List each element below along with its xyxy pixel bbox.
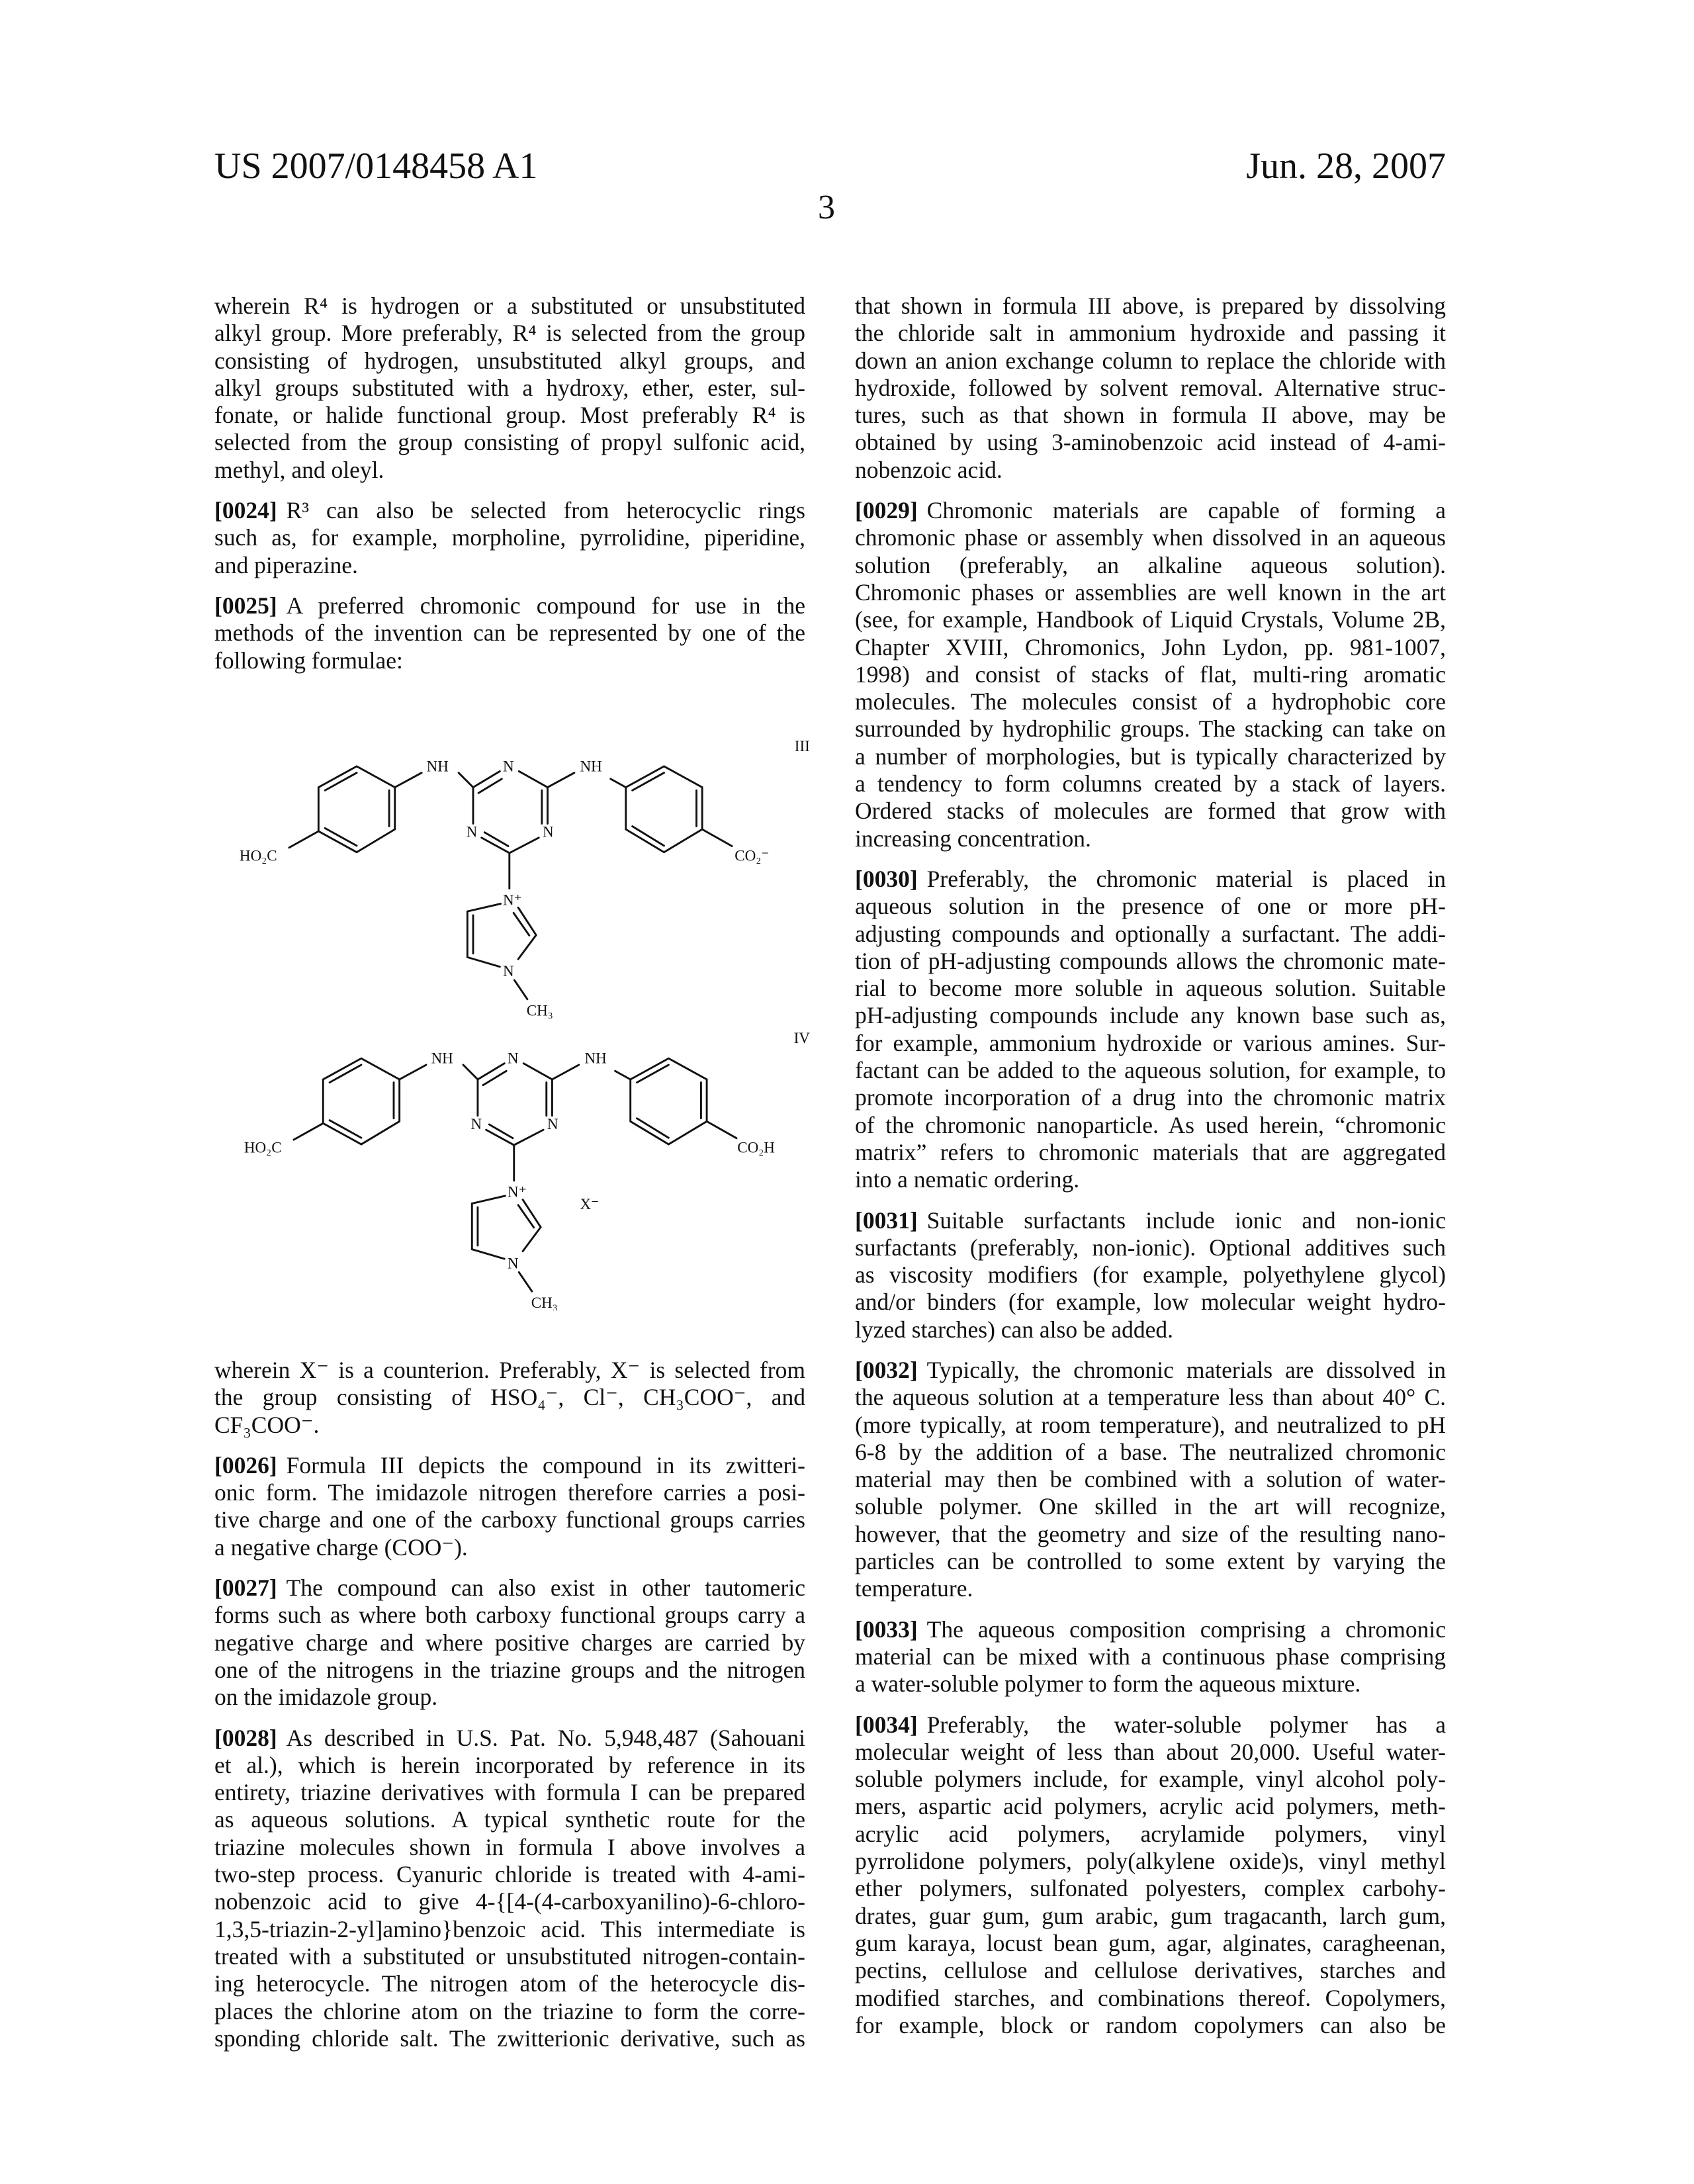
line-text: mers, aspartic acid polymers, acrylic acid polymers, meth- [855,1793,1446,1819]
left-column-top [214,293,805,688]
line-text: matrix” refers to chromonic materials that are aggregated [855,1139,1446,1165]
line-text: et al.), which is herein incorporated by reference in its [214,1752,805,1778]
text-line [855,293,1446,320]
text-line [855,1084,1446,1111]
paragraph-0032 [855,1357,1446,1603]
line-text: tion of pH-adjusting compounds allows the chromonic mate- [855,948,1446,974]
line-text: (more typically, at room temperature), and neutralized to pH [855,1412,1446,1438]
paragraph-0030 [855,866,1446,1194]
text-line [855,1739,1446,1766]
line-text: pectins, cellulose and cellulose derivatives, starches and [855,1957,1446,1983]
paragraph-continued [214,1357,805,1439]
line-text: 6-8 by the addition of a base. The neutralized chromonic [855,1439,1446,1465]
line-text: rial to become more soluble in aqueous solution. Suitable [855,975,1446,1001]
text-line [214,1752,805,1779]
text-line [855,661,1446,688]
text-line [855,1711,1446,1739]
text-line [855,1548,1446,1575]
text-line [214,1534,805,1561]
line-text: acrylic acid polymers, acrylamide polymers, vinyl [855,1821,1446,1847]
paragraph-0029 [855,497,1446,852]
atom-label: N [467,823,478,841]
text-line [214,619,805,647]
text-line [214,1506,805,1533]
text-line [214,293,805,320]
line-text: onic form. The imidazole nitrogen therefore carries a posi- [214,1479,805,1506]
text-line [214,552,805,579]
counterion-label: X⁻ [580,1195,600,1212]
paragraph-0024 [214,497,805,579]
line-text: into a nematic ordering. [855,1166,1079,1193]
text-line [214,1629,805,1657]
line-text: A preferred chromonic compound for use in the [287,592,805,619]
text-line [214,1357,805,1384]
line-text: solution (preferably, an alkaline aqueous solution). [855,552,1446,578]
line-text: lyzed starches) can also be added. [855,1316,1173,1343]
line-text: following formulae: [214,647,403,674]
atom-label: N [471,1115,482,1132]
text-line [214,457,805,484]
text-line [855,1575,1446,1602]
text-line [214,1452,805,1479]
text-line [214,592,805,619]
line-text: ing heterocycle. The nitrogen atom of the heterocycle dis- [214,1970,805,1997]
atom-label: N⁺ [508,1183,527,1201]
line-text: surfactants (preferably, non-ionic). Optional additives such [855,1234,1446,1261]
line-text: tures, such as that shown in formula II above, may be [855,402,1446,428]
atom-label: HO₂C [240,846,277,864]
formula-iv [244,1029,810,1310]
atom-label: CH₃ [531,1294,558,1310]
text-line [214,1684,805,1711]
text-line [855,1289,1446,1316]
text-line [855,1985,1446,2012]
paragraph-0034 [855,1711,1446,2040]
paragraph-number: [0024] [214,497,277,523]
text-line [855,921,1446,948]
text-line [214,402,805,429]
text-line [855,770,1446,797]
line-text: as aqueous solutions. A typical synthetic route for the [214,1806,805,1833]
line-text: entirety, triazine derivatives with formula I can be prepared [214,1779,805,1805]
line-text: modified starches, and combinations thereof. Copolymers, [855,1985,1446,2011]
text-line [214,347,805,375]
line-text: adjusting compounds and optionally a surfactant. The addi- [855,921,1446,947]
line-text: hydroxide, followed by solvent removal. Alternative struc- [855,375,1446,401]
paragraph-0027 [214,1574,805,1711]
text-line [214,375,805,402]
text-line [855,1521,1446,1548]
text-line [214,1725,805,1752]
atom-label: N [547,1115,558,1132]
line-text: aqueous solution in the presence of one or more pH- [855,893,1446,919]
text-line [855,1234,1446,1261]
text-line [214,1602,805,1629]
page-number: 3 [818,187,835,229]
text-line [855,866,1446,893]
text-line [855,975,1446,1002]
line-text: nobenzoic acid to give 4-{[4-(4-carboxyanilino)-6-chloro- [214,1888,805,1915]
text-line [855,1670,1446,1698]
line-text: 1998) and consist of stacks of flat, multi-ring aromatic [855,661,1446,688]
line-text: of the chromonic nanoparticle. As used herein, “chromonic [855,1112,1446,1138]
line-text: As described in U.S. Pat. No. 5,948,487 (Sahouani [287,1725,805,1751]
text-line [855,1357,1446,1384]
line-text: alkyl groups substituted with a hydroxy, ether, ester, sul- [214,375,805,401]
chemical-formulas [225,715,821,1310]
line-text: chromonic phase or assembly when dissolved in an aqueous [855,524,1446,551]
text-line [214,1861,805,1888]
line-text: and/or binders (for example, low molecular weight hydro- [855,1289,1446,1315]
line-text: Typically, the chromonic materials are dissolved in [927,1357,1446,1383]
text-line [855,1643,1446,1670]
text-line [214,647,805,674]
paragraph-number: [0030] [855,866,918,892]
paragraph-0031 [855,1207,1446,1343]
text-line [855,524,1446,551]
publication-date: Jun. 28, 2007 [1246,145,1446,187]
line-text: forms such as where both carboxy functional groups carry a [214,1602,805,1628]
text-line [855,606,1446,633]
text-line [214,1998,805,2025]
paragraph-0026 [214,1452,805,1561]
text-line [214,320,805,347]
line-text: material may then be combined with a solution of water- [855,1466,1446,1492]
paragraph-0025 [214,592,805,674]
formula-label: IV [794,1029,811,1046]
line-text: on the imidazole group. [214,1684,437,1710]
line-text: the chloride salt in ammonium hydroxide and passing it [855,320,1446,346]
line-text: Suitable surfactants include ionic and non-ionic [927,1207,1446,1234]
text-line [855,825,1446,852]
text-line [214,1657,805,1684]
line-text: sponding chloride salt. The zwitterionic derivative, such as [214,2025,805,2052]
atom-label: NH [580,757,602,774]
text-line [855,1030,1446,1057]
line-text: methods of the invention can be represented by one of the [214,619,805,646]
text-line [855,1875,1446,1902]
atom-label: N [503,962,514,979]
line-text: Preferably, the water-soluble polymer has a [927,1711,1446,1738]
line-text: molecular weight of less than about 20,000. Useful water- [855,1739,1446,1765]
line-text: CF₃COO⁻. [214,1412,319,1438]
atom-label: NH [431,1050,453,1067]
line-text: the aqueous solution at a temperature less than about 40° C. [855,1384,1446,1410]
text-line [855,893,1446,920]
text-line [214,1970,805,1997]
line-text: molecules. The molecules consist of a hydrophobic core [855,688,1446,715]
text-line [855,1466,1446,1493]
line-text: Ordered stacks of molecules are formed that grow with [855,797,1446,824]
text-line [855,715,1446,743]
text-line [855,320,1446,347]
line-text: R³ can also be selected from heterocyclic rings [287,497,805,523]
line-text: material can be mixed with a continuous phase comprising [855,1643,1446,1670]
text-line [855,1903,1446,1930]
line-text: fonate, or halide functional group. Most preferably R⁴ is [214,402,805,428]
line-text: down an anion exchange column to replace the chloride with [855,347,1446,374]
text-line [855,1057,1446,1084]
text-line [214,1834,805,1861]
text-line [214,1806,805,1833]
line-text: for example, ammonium hydroxide or various amines. Sur- [855,1030,1446,1056]
line-text: places the chlorine atom on the triazine to form the corre- [214,1998,805,2025]
line-text: promote incorporation of a drug into the chromonic matrix [855,1084,1446,1111]
paragraph-number: [0028] [214,1725,277,1751]
text-line [855,1616,1446,1643]
paragraph-number: [0031] [855,1207,918,1234]
text-line [214,1779,805,1806]
line-text: alkyl group. More preferably, R⁴ is selected from the group [214,320,805,346]
text-line [855,402,1446,429]
text-line [214,497,805,524]
line-text: Formula III depicts the compound in its zwitteri- [287,1452,805,1479]
line-text: pH-adjusting compounds include any known base such as, [855,1002,1446,1028]
text-line [855,497,1446,524]
atom-label: CO₂H [737,1139,775,1156]
atom-label: CO₂⁻ [735,846,769,864]
text-line [855,1493,1446,1520]
publication-number: US 2007/0148458 A1 [214,145,538,187]
line-text: selected from the group consisting of propyl sulfonic acid, [214,429,805,455]
line-text: a number of morphologies, but is typically characterized by [855,743,1446,770]
line-text: triazine molecules shown in formula I above involves a [214,1834,805,1860]
paragraph-0033 [855,1616,1446,1698]
text-line [214,1574,805,1602]
line-text: soluble polymer. One skilled in the art will recognize, [855,1493,1446,1520]
atom-label: NH [584,1050,606,1067]
paragraph-number: [0033] [855,1616,918,1643]
paragraph-number: [0032] [855,1357,918,1383]
text-line [214,429,805,456]
text-line [855,1930,1446,1957]
text-line [855,1166,1446,1193]
line-text: soluble polymers include, for example, vinyl alcohol poly- [855,1766,1446,1792]
paragraph-0028 [214,1725,805,2053]
text-line [214,1479,805,1506]
line-text: pyrrolidone polymers, poly(alkylene oxide)s, vinyl methyl [855,1848,1446,1874]
line-text: The compound can also exist in other tautomeric [287,1574,805,1601]
line-text: factant can be added to the aqueous solution, for example, to [855,1057,1446,1083]
paragraph-number: [0034] [855,1711,918,1738]
text-line [214,1888,805,1915]
text-line [855,1439,1446,1466]
text-line [214,1384,805,1411]
line-text: gum karaya, locust bean gum, agar, alginates, caragheenan, [855,1930,1446,1956]
line-text: increasing concentration. [855,825,1091,852]
text-line [855,347,1446,375]
text-line [214,1916,805,1943]
line-text: Chromonic materials are capable of forming a [927,497,1446,523]
text-line [214,1412,805,1439]
text-line [855,948,1446,975]
text-line [855,1384,1446,1411]
text-line [855,579,1446,606]
line-text: consisting of hydrogen, unsubstituted alkyl groups, and [214,347,805,374]
text-line [855,2012,1446,2039]
line-text: The aqueous composition comprising a chromonic [927,1616,1446,1643]
atom-label: NH [427,757,449,774]
line-text: a water-soluble polymer to form the aqueous mixture. [855,1670,1360,1697]
line-text: such as, for example, morpholine, pyrrolidine, piperidine, [214,524,805,551]
atom-label: N⁺ [503,891,522,908]
text-line [855,457,1446,484]
line-text: for example, block or random copolymers can also be [855,2012,1446,2038]
line-text: ether polymers, sulfonated polyesters, complex carbohy- [855,1875,1446,1901]
line-text: and piperazine. [214,552,358,578]
atom-label: HO₂C [244,1139,282,1156]
line-text: tive charge and one of the carboxy functional groups carries [214,1506,805,1533]
text-line [855,429,1446,456]
text-line [855,1957,1446,1984]
line-text: as viscosity modifiers (for example, polyethylene glycol) [855,1261,1446,1288]
text-line [855,1766,1446,1793]
text-line [855,1261,1446,1289]
text-line [855,1316,1446,1343]
line-text: two-step process. Cyanuric chloride is treated with 4-ami- [214,1861,805,1888]
line-text: methyl, and oleyl. [214,457,384,483]
paragraph-number: [0026] [214,1452,277,1479]
text-line [855,688,1446,715]
text-line [855,743,1446,770]
text-line [855,797,1446,825]
paragraph-continued [855,293,1446,484]
text-line [214,1943,805,1970]
line-text: that shown in formula III above, is prepared by dissolving [855,293,1446,319]
text-line [855,1112,1446,1139]
text-line [855,552,1446,579]
formula-iii [240,737,810,1019]
atom-label: N [508,1255,519,1272]
line-text: temperature. [855,1575,973,1602]
line-text: obtained by using 3-aminobenzoic acid instead of 4-ami- [855,429,1446,455]
line-text: however, that the geometry and size of the resulting nano- [855,1521,1446,1547]
atom-label: N [508,1050,519,1067]
line-text: wherein R⁴ is hydrogen or a substituted or unsubstituted [214,293,805,319]
line-text: 1,3,5-triazin-2-yl]amino}benzoic acid. This intermediate is [214,1916,805,1942]
line-text: the group consisting of HSO₄⁻, Cl⁻, CH₃COO⁻, and [214,1384,805,1410]
line-text: nobenzoic acid. [855,457,1003,483]
line-text: particles can be controlled to some extent by varying the [855,1548,1446,1574]
line-text: Chapter XVIII, Chromonics, John Lydon, pp. 981-1007, [855,634,1446,660]
formula-label: III [795,737,810,754]
text-line [855,1139,1446,1166]
text-line [214,2025,805,2052]
line-text: (see, for example, Handbook of Liquid Crystals, Volume 2B, [855,606,1446,633]
text-line [855,1848,1446,1875]
atom-label: N [503,757,514,774]
text-line [855,1793,1446,1820]
atom-label: N [543,823,554,841]
line-text: Preferably, the chromonic material is placed in [927,866,1446,892]
text-line [855,375,1446,402]
line-text: Chromonic phases or assemblies are well known in the art [855,579,1446,606]
text-line [855,1821,1446,1848]
paragraph-number: [0025] [214,592,277,619]
paragraph-number: [0027] [214,1574,277,1601]
text-line [214,524,805,551]
paragraph-number: [0029] [855,497,918,523]
text-line [855,1002,1446,1029]
line-text: a negative charge (COO⁻). [214,1534,468,1561]
line-text: negative charge and where positive charges are carried by [214,1629,805,1656]
paragraph-continued [214,293,805,484]
atom-label: CH₃ [527,1002,553,1019]
right-column [855,293,1446,2052]
text-line [855,1412,1446,1439]
line-text: a tendency to form columns created by a stack of layers. [855,770,1446,797]
left-column-bottom [214,1357,805,2066]
line-text: wherein X⁻ is a counterion. Preferably, X⁻ is selected from [214,1357,805,1383]
line-text: surrounded by hydrophilic groups. The stacking can take on [855,715,1446,742]
line-text: one of the nitrogens in the triazine groups and the nitrogen [214,1657,805,1683]
text-line [855,634,1446,661]
text-line [855,1207,1446,1234]
line-text: drates, guar gum, gum arabic, gum tragacanth, larch gum, [855,1903,1446,1929]
line-text: treated with a substituted or unsubstituted nitrogen-contain- [214,1943,805,1970]
